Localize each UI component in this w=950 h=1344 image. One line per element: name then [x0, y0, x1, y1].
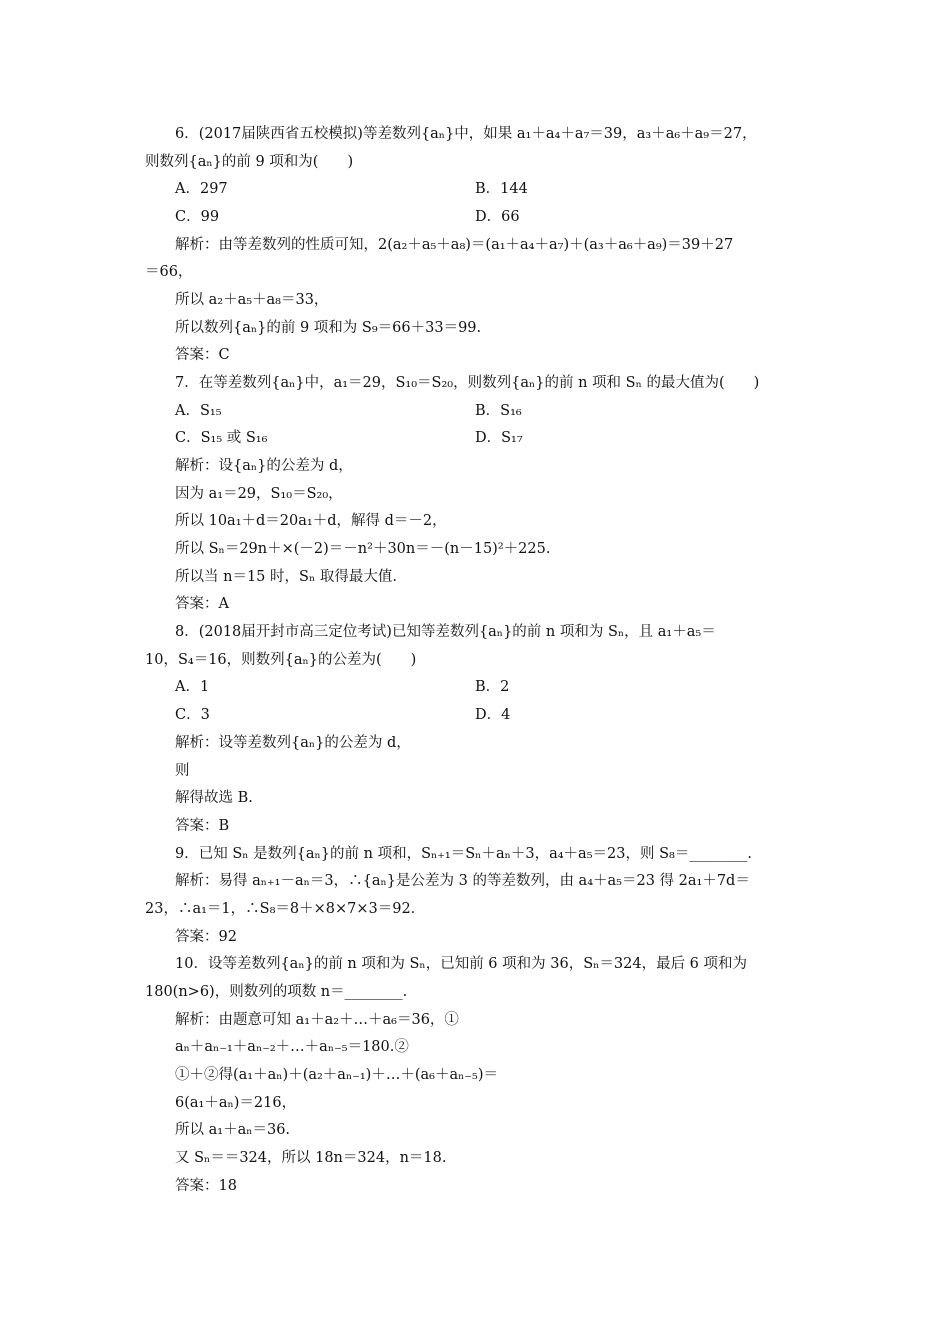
q9-solution-line1: 解析：易得 aₙ₊₁－aₙ＝3，∴{aₙ}是公差为 3 的等差数列，由 a₄＋a₅＝23 得 2a₁＋7d＝ [175, 873, 750, 889]
q8-options-row2 [175, 706, 815, 724]
q10-stem-line2: 180(n>6)，则数列的项数 n＝________. [145, 984, 408, 1000]
q6-answer: 答案：C [175, 347, 230, 363]
q7-solution-line3: 所以 10a₁＋d＝20a₁＋d，解得 d＝－2， [175, 513, 447, 529]
q10-solution-line2: aₙ＋aₙ₋₁＋aₙ₋₂＋…＋aₙ₋₅＝180.② [175, 1039, 409, 1055]
q7-option-c: C．S₁₅ 或 S₁₆ [175, 430, 268, 446]
q6-options-row1 [175, 180, 815, 198]
q8-option-a: A．1 [175, 679, 210, 695]
q6-solution-line3: 所以 a₂＋a₅＋a₈＝33， [175, 292, 329, 308]
q7-stem: 7．在等差数列{aₙ}中，a₁＝29，S₁₀＝S₂₀，则数列{aₙ}的前 n 项和 Sₙ 的最大值为( ) [175, 375, 760, 391]
q6-option-b: B．144 [475, 181, 528, 197]
q7-solution-line1: 解析：设{aₙ}的公差为 d， [175, 458, 353, 474]
q10-stem-line1: 10．设等差数列{aₙ}的前 n 项和为 Sₙ，已知前 6 项和为 36，Sₙ＝324，最后 6 项和为 [175, 956, 748, 972]
q7-option-d: D．S₁₇ [475, 430, 523, 446]
q7-solution-line4: 所以 Sₙ＝29n＋×(－2)＝－n²＋30n＝－(n－15)²＋225. [175, 541, 551, 557]
q8-options-row1 [175, 678, 815, 696]
q7-solution-line5: 所以当 n＝15 时，Sₙ 取得最大值. [175, 569, 397, 585]
q8-stem-line1: 8．(2018届开封市高三定位考试)已知等差数列{aₙ}的前 n 项和为 Sₙ，且 a₁＋a₅＝ [175, 624, 716, 640]
q8-option-d: D．4 [475, 707, 511, 723]
q8-stem-line2: 10，S₄＝16，则数列{aₙ}的公差为( ) [145, 652, 417, 668]
q6-stem-line2: 则数列{aₙ}的前 9 项和为( ) [145, 154, 354, 170]
q9-stem: 9．已知 Sₙ 是数列{aₙ}的前 n 项和，Sₙ₊₁＝Sₙ＋aₙ＋3，a₄＋a₅＝23，则 S₈＝________. [175, 846, 752, 862]
q7-option-b: B．S₁₆ [475, 403, 522, 419]
q10-solution-line1: 解析：由题意可知 a₁＋a₂＋…＋a₆＝36，① [175, 1012, 459, 1028]
q8-option-c: C．3 [175, 707, 210, 723]
q10-solution-line5: 所以 a₁＋aₙ＝36. [175, 1122, 291, 1138]
q10-answer: 答案：18 [175, 1178, 237, 1194]
q9-answer: 答案：92 [175, 929, 237, 945]
q9-solution-line2: 23，∴a₁＝1，∴S₈＝8＋×8×7×3＝92. [145, 901, 416, 917]
q7-options-row2 [175, 429, 815, 447]
q7-option-a: A．S₁₅ [175, 403, 222, 419]
q6-options-row2 [175, 208, 815, 226]
q6-stem-line1: 6．(2017届陕西省五校模拟)等差数列{aₙ}中，如果 a₁＋a₄＋a₇＝39，a₃＋a₆＋a₉＝27， [175, 126, 757, 142]
q7-answer: 答案：A [175, 596, 229, 612]
q10-solution-line4: 6(a₁＋aₙ)＝216， [175, 1095, 297, 1111]
q6-solution-line4: 所以数列{aₙ}的前 9 项和为 S₉＝66＋33＝99. [175, 320, 482, 336]
q8-answer: 答案：B [175, 818, 230, 834]
q6-option-c: C．99 [175, 209, 220, 225]
q6-solution-line2: ＝66， [145, 264, 193, 280]
q10-solution-line3: ①＋②得(a₁＋aₙ)＋(a₂＋aₙ₋₁)＋…＋(a₆＋aₙ₋₅)＝ [175, 1067, 498, 1083]
q6-option-a: A．297 [175, 181, 228, 197]
q10-solution-line6: 又 Sₙ＝＝324，所以 18n＝324，n＝18. [175, 1150, 447, 1166]
q6-solution-line1: 解析：由等差数列的性质可知，2(a₂＋a₅＋a₈)＝(a₁＋a₄＋a₇)＋(a₃＋a₆＋a₉)＝39＋27 [175, 237, 734, 253]
q8-solution-line3: 解得故选 B. [175, 790, 253, 806]
q7-solution-line2: 因为 a₁＝29，S₁₀＝S₂₀， [175, 486, 343, 502]
q7-options-row1 [175, 402, 815, 420]
q6-option-d: D．66 [475, 209, 520, 225]
q8-option-b: B．2 [475, 679, 510, 695]
q8-solution-line2: 则 [175, 763, 190, 779]
q8-solution-line1: 解析：设等差数列{aₙ}的公差为 d， [175, 735, 411, 751]
